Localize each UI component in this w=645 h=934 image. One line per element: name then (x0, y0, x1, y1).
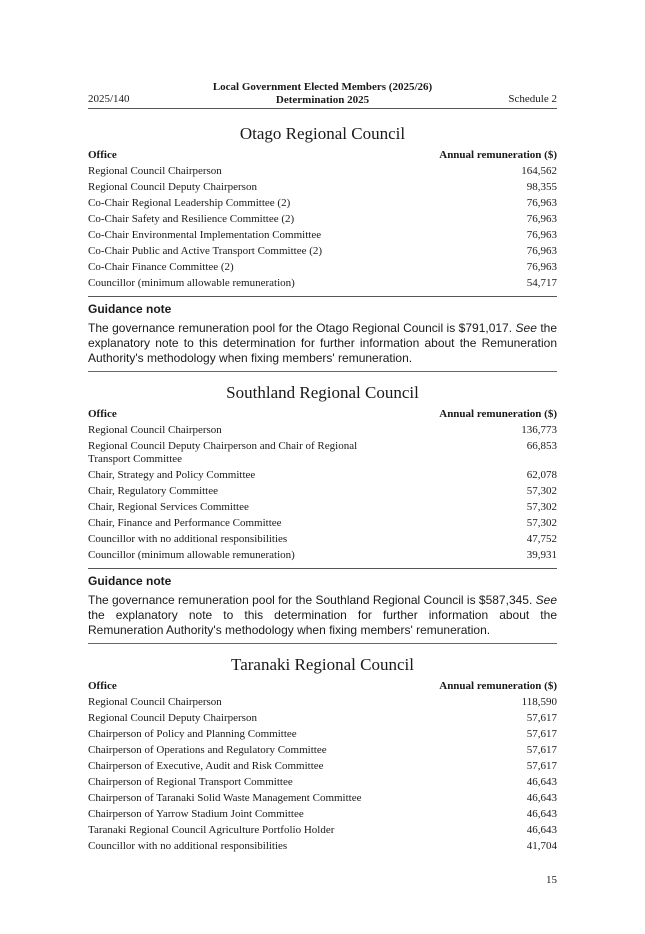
table-row (88, 227, 557, 243)
amount-cell: 76,963 (526, 244, 557, 257)
council-heading: Otago Regional Council (239, 124, 406, 143)
guidance-see: See (535, 593, 557, 607)
amount-cell: 39,931 (526, 548, 557, 561)
doc-number: 2025/140 (88, 93, 130, 105)
table-row (88, 694, 557, 710)
office-cell: Co-Chair Public and Active Transport Committee (2) (88, 244, 323, 257)
office-cell: Chair, Strategy and Policy Committee (88, 468, 256, 481)
guidance-text-end: the explanatory note to this determination for further information about the Remuneration Authority's methodology when fixing members' remuneration. (88, 321, 558, 365)
amount-cell: 41,704 (526, 839, 557, 852)
schedule-label: Schedule 2 (508, 93, 557, 105)
office-cell: Chairperson of Taranaki Solid Waste Management Committee (88, 791, 362, 804)
section-southland (88, 382, 557, 644)
guidance-text: The governance remuneration pool for the Southland Regional Council is $587,345. (88, 593, 536, 607)
table-row (88, 163, 557, 179)
office-cell: Regional Council Chairperson (88, 423, 222, 436)
guidance-text-end: the explanatory note to this determination for further information about the Remuneration Authority's methodology when fixing members' remuneration. (88, 608, 557, 637)
amount-cell: 164,562 (521, 164, 557, 177)
office-cell: Councillor with no additional responsibilities (88, 532, 288, 545)
table-row (88, 483, 557, 499)
amount-cell: 57,617 (526, 727, 557, 740)
table-row (88, 758, 557, 774)
office-cell: Councillor (minimum allowable remuneration) (88, 276, 295, 289)
table-rule (88, 296, 557, 297)
guidance-see: See (515, 321, 537, 335)
header-rule (88, 108, 557, 109)
office-cell: Regional Council Deputy Chairperson and Chair of Regional Transport Committee (88, 439, 358, 465)
col-office: Office (88, 407, 117, 420)
guidance-rule (88, 371, 557, 372)
section-taranaki (88, 654, 557, 854)
table-header (88, 406, 557, 422)
amount-cell: 98,355 (526, 180, 557, 193)
council-heading: Southland Regional Council (226, 383, 419, 402)
table-row (88, 195, 557, 211)
amount-cell: 118,590 (521, 695, 557, 708)
running-header (88, 81, 557, 108)
office-cell: Chairperson of Yarrow Stadium Joint Committee (88, 807, 304, 820)
doc-title-line1: Local Government Elected Members (2025/26) (212, 81, 433, 93)
office-cell: Co-Chair Environmental Implementation Committee (88, 228, 322, 241)
office-cell: Chairperson of Policy and Planning Committee (88, 727, 297, 740)
table-row (88, 742, 557, 758)
office-cell: Co-Chair Regional Leadership Committee (2) (88, 196, 291, 209)
office-cell: Chairperson of Operations and Regulatory Committee (88, 743, 327, 756)
amount-cell: 46,643 (526, 791, 557, 804)
table-header (88, 147, 557, 163)
table-row (88, 806, 557, 822)
amount-cell: 76,963 (526, 212, 557, 225)
amount-cell: 57,617 (526, 711, 557, 724)
remuneration-table (88, 147, 557, 291)
amount-cell: 57,302 (526, 516, 557, 529)
page-number: 15 (546, 874, 557, 886)
table-row (88, 838, 557, 854)
office-cell: Chair, Finance and Performance Committee (88, 516, 282, 529)
amount-cell: 57,617 (526, 759, 557, 772)
office-cell: Councillor with no additional responsibilities (88, 839, 288, 852)
table-row (88, 275, 557, 291)
amount-cell: 46,643 (526, 807, 557, 820)
table-row (88, 515, 557, 531)
table-row (88, 790, 557, 806)
office-cell: Regional Council Chairperson (88, 164, 222, 177)
amount-cell: 46,643 (526, 823, 557, 836)
section-otago (88, 123, 557, 372)
doc-title (88, 81, 557, 107)
table-row (88, 243, 557, 259)
table-row (88, 822, 557, 838)
amount-cell: 76,963 (526, 260, 557, 273)
col-amount: Annual remuneration ($) (439, 679, 557, 692)
guidance-text: The governance remuneration pool for the Otago Regional Council is $791,017. (88, 321, 516, 335)
office-cell: Regional Council Deputy Chairperson (88, 711, 257, 724)
document-page (88, 81, 557, 854)
remuneration-table (88, 678, 557, 854)
table-row (88, 531, 557, 547)
table-row (88, 259, 557, 275)
remuneration-table (88, 406, 557, 563)
guidance-note-title: Guidance note (88, 302, 172, 316)
office-cell: Chair, Regulatory Committee (88, 484, 219, 497)
table-row (88, 499, 557, 515)
guidance-rule (88, 643, 557, 644)
amount-cell: 57,617 (526, 743, 557, 756)
table-row (88, 179, 557, 195)
col-office: Office (88, 148, 117, 161)
col-amount: Annual remuneration ($) (439, 148, 557, 161)
table-row (88, 710, 557, 726)
office-cell: Regional Council Deputy Chairperson (88, 180, 257, 193)
amount-cell: 66,853 (526, 439, 557, 452)
table-row (88, 422, 557, 438)
amount-cell: 136,773 (521, 423, 557, 436)
amount-cell: 57,302 (526, 500, 557, 513)
office-cell: Taranaki Regional Council Agriculture Portfolio Holder (88, 823, 335, 836)
table-row (88, 438, 557, 467)
table-row (88, 726, 557, 742)
table-row (88, 211, 557, 227)
table-row (88, 774, 557, 790)
office-cell: Regional Council Chairperson (88, 695, 222, 708)
col-office: Office (88, 679, 117, 692)
guidance-note-body (88, 593, 557, 638)
amount-cell: 47,752 (526, 532, 557, 545)
office-cell: Chairperson of Executive, Audit and Risk Committee (88, 759, 324, 772)
table-header (88, 678, 557, 694)
table-row (88, 547, 557, 563)
amount-cell: 54,717 (526, 276, 557, 289)
guidance-note-title: Guidance note (88, 574, 172, 588)
amount-cell: 62,078 (526, 468, 557, 481)
col-amount: Annual remuneration ($) (439, 407, 557, 420)
office-cell: Co-Chair Safety and Resilience Committee (2) (88, 212, 295, 225)
office-cell: Chairperson of Regional Transport Committee (88, 775, 293, 788)
amount-cell: 76,963 (526, 196, 557, 209)
amount-cell: 57,302 (526, 484, 557, 497)
amount-cell: 46,643 (526, 775, 557, 788)
doc-title-line2: Determination 2025 (275, 94, 370, 106)
office-cell: Co-Chair Finance Committee (2) (88, 260, 234, 273)
office-cell: Councillor (minimum allowable remuneration) (88, 548, 295, 561)
table-rule (88, 568, 557, 569)
table-row (88, 467, 557, 483)
amount-cell: 76,963 (526, 228, 557, 241)
council-heading: Taranaki Regional Council (231, 655, 414, 674)
guidance-note-body (88, 321, 557, 366)
office-cell: Chair, Regional Services Committee (88, 500, 249, 513)
